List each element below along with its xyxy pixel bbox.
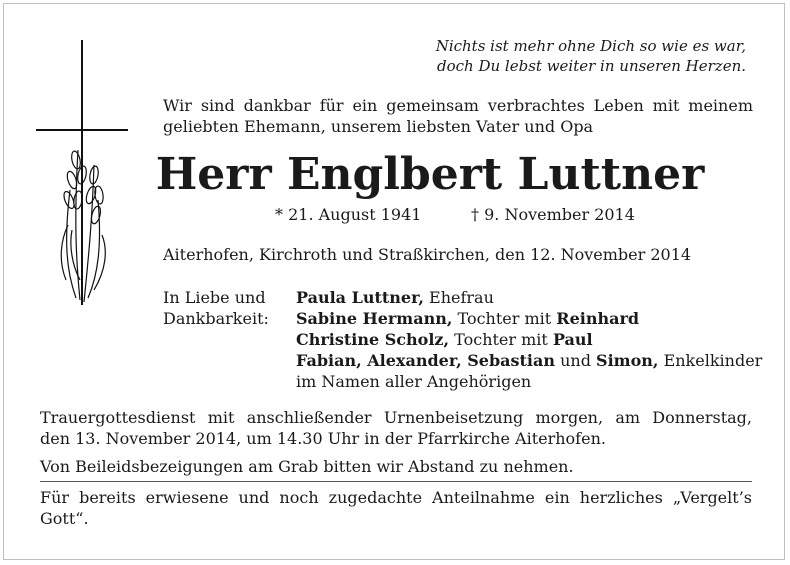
quote-line: doch Du lebst weiter in unseren Herzen.	[437, 57, 746, 75]
signer-row	[296, 350, 763, 371]
signer-partner: Paul	[552, 330, 593, 349]
service-line: Trauergottesdienst mit anschließender Urnenbeisetzung morgen, am Donnerstag,	[40, 408, 752, 427]
signer-name: Sabine Hermann,	[296, 309, 453, 328]
intro-text	[163, 95, 753, 137]
signers-list	[296, 287, 763, 392]
signers-label-line: Dankbarkeit:	[163, 309, 269, 328]
signer-role: Tochter mit	[449, 330, 553, 349]
signer-name: Christine Scholz,	[296, 330, 450, 349]
signer-role: Ehefrau	[423, 288, 494, 307]
thanks-line: Gott“.	[40, 509, 89, 528]
quote-line: Nichts ist mehr ohne Dich so wie es war,	[435, 37, 746, 55]
signers-label	[163, 287, 288, 329]
place-date: Aiterhofen, Kirchroth und Straßkirchen, den 12. November 2014	[163, 245, 692, 264]
signer-name: Fabian, Alexander, Sebastian	[296, 351, 556, 370]
signer-partner: Reinhard	[556, 309, 640, 328]
deceased-name: Herr Englbert Luttner	[155, 149, 705, 200]
signer-role: Tochter mit	[452, 309, 557, 328]
intro-line: Wir sind dankbar für ein gemeinsam verbrachtes Leben mit meinem	[163, 96, 753, 115]
signer-name: Paula Luttner,	[296, 288, 424, 307]
birth-date: * 21. August 1941	[275, 205, 422, 224]
signer-row: im Namen aller Angehörigen	[296, 372, 532, 391]
condolence-note: Von Beileidsbezeigungen am Grab bitten wir Abstand zu nehmen.	[40, 457, 574, 476]
thanks-note	[40, 487, 752, 529]
intro-line: geliebten Ehemann, unserem liebsten Vater und Opa	[163, 117, 594, 136]
signer-row	[296, 308, 756, 329]
signers-label-line: In Liebe und	[163, 288, 266, 307]
life-dates	[275, 205, 635, 225]
signer-name: Simon,	[596, 351, 659, 370]
thanks-line: Für bereits erwiesene und noch zugedachte Anteilnahme ein herzliches „Vergelt’s	[40, 488, 752, 507]
epitaph-quote	[436, 36, 746, 76]
signer-role: Enkelkinder	[658, 351, 763, 370]
signer-row	[296, 329, 756, 350]
divider	[40, 481, 752, 482]
signer-conjunction: und	[555, 351, 597, 370]
service-announcement	[40, 407, 752, 449]
signer-row	[296, 287, 756, 308]
service-line: den 13. November 2014, um 14.30 Uhr in der Pfarrkirche Aiterhofen.	[40, 429, 606, 448]
death-date: † 9. November 2014	[471, 205, 635, 224]
